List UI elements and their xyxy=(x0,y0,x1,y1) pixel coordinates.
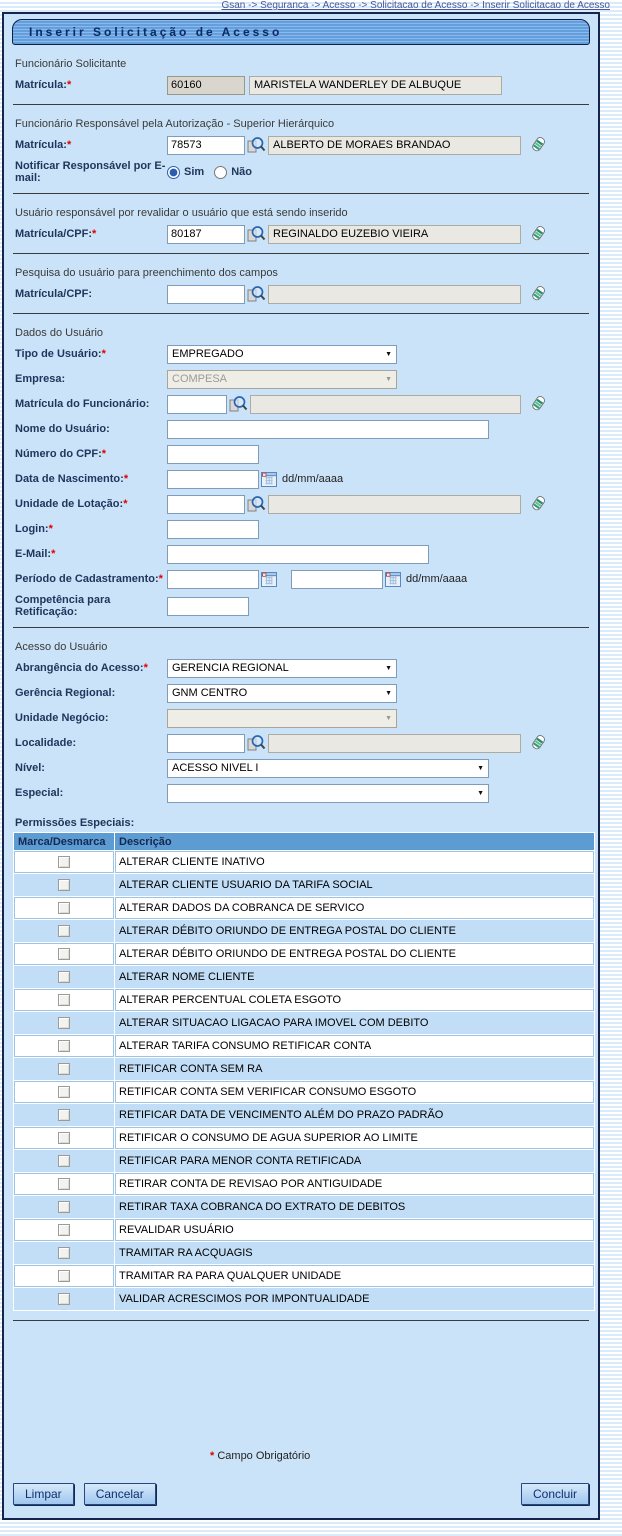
permission-description: ALTERAR DADOS DA COBRANCA DE SERVICO xyxy=(115,897,594,919)
abrangencia-select[interactable]: GERENCIA REGIONAL ▼ xyxy=(167,659,397,678)
sim-label: Sim xyxy=(184,166,205,178)
permission-checkbox[interactable] xyxy=(58,1247,70,1259)
row-nascimento xyxy=(15,469,591,489)
section-divider xyxy=(13,1320,589,1321)
row-revalidador-matricula xyxy=(15,224,591,244)
permission-checkbox[interactable] xyxy=(58,1017,70,1029)
row-gerencia-regional xyxy=(15,683,591,703)
nascimento-input[interactable] xyxy=(167,470,259,489)
calendar-icon[interactable] xyxy=(385,572,401,587)
search-icon[interactable] xyxy=(247,734,266,752)
matricula-pesquisa-label: Matrícula/CPF: xyxy=(15,288,93,300)
permission-checkbox[interactable] xyxy=(58,971,70,983)
row-solicitante-matricula xyxy=(15,75,591,95)
chevron-down-icon: ▼ xyxy=(385,350,392,358)
periodo-label: Período de Cadastramento: xyxy=(15,573,159,585)
nome-solicitante-field: MARISTELA WANDERLEY DE ALBUQUE xyxy=(249,76,502,95)
eraser-icon[interactable] xyxy=(529,285,547,303)
search-icon[interactable] xyxy=(247,495,266,513)
section-divider xyxy=(13,627,589,628)
permission-description: ALTERAR CLIENTE INATIVO xyxy=(115,851,594,873)
row-empresa xyxy=(15,369,591,389)
eraser-icon[interactable] xyxy=(529,495,547,513)
permission-description: RETIFICAR CONTA SEM RA xyxy=(115,1058,594,1080)
required-marker: * xyxy=(66,79,72,91)
permission-checkbox[interactable] xyxy=(58,994,70,1006)
nome-usuario-label: Nome do Usuário: xyxy=(15,423,110,435)
permission-checkbox[interactable] xyxy=(58,856,70,868)
tipo-usuario-label: Tipo de Usuário: xyxy=(15,348,102,360)
permissoes-table xyxy=(13,832,595,1311)
lotacao-nome-field xyxy=(268,495,521,514)
nome-funcionario-field xyxy=(250,395,521,414)
especial-select[interactable] xyxy=(167,784,489,803)
section-divider xyxy=(13,104,589,105)
concluir-button[interactable]: Concluir xyxy=(521,1483,589,1505)
required-marker: * xyxy=(158,573,163,585)
required-marker: * xyxy=(48,523,53,535)
col-header-descricao: Descrição xyxy=(115,833,594,850)
chevron-down-icon: ▼ xyxy=(385,664,392,672)
chevron-down-icon: ▼ xyxy=(385,689,392,697)
lotacao-label: Unidade de Lotação: xyxy=(15,498,124,510)
table-row xyxy=(14,874,594,896)
gerencia-label: Gerência Regional: xyxy=(15,687,116,699)
table-row xyxy=(14,1288,594,1310)
matricula-funcionario-input[interactable] xyxy=(167,395,227,414)
notificar-sim-radio[interactable] xyxy=(167,166,180,179)
required-field-note: * Campo Obrigatório xyxy=(210,1450,311,1462)
permission-checkbox[interactable] xyxy=(58,1155,70,1167)
email-input[interactable] xyxy=(167,545,429,564)
section-heading-pesquisa: Pesquisa do usuário para preenchimento dos campos xyxy=(15,267,278,279)
nome-pesquisa-field xyxy=(268,285,521,304)
permission-checkbox[interactable] xyxy=(58,902,70,914)
periodo-fim-input[interactable] xyxy=(291,570,383,589)
row-tipo-usuario xyxy=(15,344,591,364)
permission-checkbox[interactable] xyxy=(58,1132,70,1144)
date-format-hint: dd/mm/aaaa xyxy=(282,473,344,485)
section-heading-solicitante: Funcionário Solicitante xyxy=(15,58,127,70)
cancelar-button[interactable]: Cancelar xyxy=(84,1483,156,1505)
col-header-marca: Marca/Desmarca xyxy=(14,833,114,850)
breadcrumb[interactable]: Gsan -> Seguranca -> Acesso -> Solicitacao de Acesso -> Inserir Solicitacao de Acesso xyxy=(221,0,610,11)
table-row xyxy=(14,920,594,942)
row-email xyxy=(15,544,591,564)
permission-description: RETIFICAR DATA DE VENCIMENTO ALÉM DO PRAZO PADRÃO xyxy=(115,1104,594,1126)
chevron-down-icon: ▼ xyxy=(385,714,392,722)
permission-checkbox[interactable] xyxy=(58,925,70,937)
table-row xyxy=(14,1127,594,1149)
permission-checkbox[interactable] xyxy=(58,1270,70,1282)
permission-description: ALTERAR CLIENTE USUARIO DA TARIFA SOCIAL xyxy=(115,874,594,896)
section-heading-responsavel: Funcionário Responsável pela Autorização - Superior Hierárquico xyxy=(15,118,335,130)
row-nome-usuario xyxy=(15,419,591,439)
row-abrangencia xyxy=(15,658,591,678)
table-row xyxy=(14,897,594,919)
nivel-select[interactable]: ACESSO NIVEL I ▼ xyxy=(167,759,489,778)
eraser-icon[interactable] xyxy=(529,136,547,154)
permission-description: RETIRAR CONTA DE REVISAO POR ANTIGUIDADE xyxy=(115,1173,594,1195)
matricula-funcionario-label: Matrícula do Funcionário: xyxy=(15,398,150,410)
competencia-label: Competência para Retificação: xyxy=(15,594,111,618)
eraser-icon[interactable] xyxy=(529,734,547,752)
table-row xyxy=(14,1150,594,1172)
row-matricula-funcionario xyxy=(15,394,591,414)
search-icon[interactable] xyxy=(247,285,266,303)
login-label: Login: xyxy=(15,523,49,535)
permission-description: TRAMITAR RA ACQUAGIS xyxy=(115,1242,594,1264)
table-row xyxy=(14,1012,594,1034)
date-format-hint: dd/mm/aaaa xyxy=(406,573,468,585)
table-row xyxy=(14,1219,594,1241)
calendar-icon[interactable] xyxy=(261,572,277,587)
cpf-input[interactable] xyxy=(167,445,259,464)
empresa-label: Empresa: xyxy=(15,373,66,385)
search-icon[interactable] xyxy=(229,395,248,413)
permission-description: VALIDAR ACRESCIMOS POR IMPONTUALIDADE xyxy=(115,1288,594,1310)
matricula-solicitante-input xyxy=(167,76,245,95)
section-divider xyxy=(13,253,589,254)
permission-checkbox[interactable] xyxy=(58,948,70,960)
permission-checkbox[interactable] xyxy=(58,1063,70,1075)
login-input[interactable] xyxy=(167,520,259,539)
required-marker: * xyxy=(92,228,97,240)
competencia-input[interactable] xyxy=(167,597,249,616)
row-nivel xyxy=(15,758,591,778)
lotacao-input[interactable] xyxy=(167,495,245,514)
page-title: Inserir Solicitação de Acesso xyxy=(12,19,590,45)
localidade-label: Localidade: xyxy=(15,737,77,749)
table-row xyxy=(14,851,594,873)
tipo-usuario-select[interactable]: EMPREGADO ▼ xyxy=(167,345,397,364)
empresa-select: COMPESA ▼ xyxy=(167,370,397,389)
gerencia-select[interactable]: GNM CENTRO ▼ xyxy=(167,684,397,703)
nome-responsavel-field: ALBERTO DE MORAES BRANDAO xyxy=(268,136,521,155)
required-marker: * xyxy=(66,139,72,151)
permissoes-heading: Permissões Especiais: xyxy=(15,817,135,829)
matricula-revalidador-input[interactable] xyxy=(167,225,245,244)
row-pesquisa-matricula xyxy=(15,284,591,304)
row-cpf xyxy=(15,444,591,464)
required-marker: * xyxy=(101,448,107,460)
table-row xyxy=(14,1265,594,1287)
required-marker: * xyxy=(51,548,56,560)
permission-description: ALTERAR DÉBITO ORIUNDO DE ENTREGA POSTAL DO CLIENTE xyxy=(115,920,594,942)
eraser-icon[interactable] xyxy=(529,395,547,413)
permission-checkbox[interactable] xyxy=(58,1109,70,1121)
section-divider xyxy=(13,313,589,314)
nome-revalidador-field: REGINALDO EUZEBIO VIEIRA xyxy=(268,225,521,244)
matricula-responsavel-input[interactable] xyxy=(167,136,245,155)
matricula-solicitante-label: Matrícula: xyxy=(15,79,67,91)
table-row xyxy=(14,1058,594,1080)
especial-label: Especial: xyxy=(15,787,64,799)
permission-checkbox[interactable] xyxy=(58,1224,70,1236)
table-row xyxy=(14,966,594,988)
permission-description: RETIFICAR O CONSUMO DE AGUA SUPERIOR AO LIMITE xyxy=(115,1127,594,1149)
permission-checkbox[interactable] xyxy=(58,1293,70,1305)
permission-checkbox[interactable] xyxy=(58,1201,70,1213)
table-row xyxy=(14,1081,594,1103)
permission-checkbox[interactable] xyxy=(58,1086,70,1098)
nome-usuario-input[interactable] xyxy=(167,420,489,439)
permission-checkbox[interactable] xyxy=(58,1178,70,1190)
section-heading-dados: Dados do Usuário xyxy=(15,327,104,339)
permission-description: ALTERAR TARIFA CONSUMO RETIFICAR CONTA xyxy=(115,1035,594,1057)
table-row xyxy=(14,943,594,965)
search-icon[interactable] xyxy=(247,225,266,243)
section-heading-acesso: Acesso do Usuário xyxy=(15,641,108,653)
chevron-down-icon: ▼ xyxy=(385,375,392,383)
matricula-revalidador-label: Matrícula/CPF: xyxy=(15,228,93,240)
periodo-inicio-input[interactable] xyxy=(167,570,259,589)
permission-checkbox[interactable] xyxy=(58,879,70,891)
cpf-label: Número do CPF: xyxy=(15,448,102,460)
unidade-negocio-select xyxy=(167,709,397,728)
abrangencia-label: Abrangência do Acesso: xyxy=(15,662,144,674)
table-row xyxy=(14,989,594,1011)
permission-description: ALTERAR PERCENTUAL COLETA ESGOTO xyxy=(115,989,594,1011)
localidade-input[interactable] xyxy=(167,734,245,753)
table-row xyxy=(14,1104,594,1126)
chevron-down-icon: ▼ xyxy=(477,764,484,772)
email-label: E-Mail: xyxy=(15,548,52,560)
localidade-nome-field xyxy=(268,734,521,753)
main-form-panel xyxy=(2,12,600,1520)
row-localidade xyxy=(15,733,591,753)
permission-description: RETIFICAR CONTA SEM VERIFICAR CONSUMO ESGOTO xyxy=(115,1081,594,1103)
row-login xyxy=(15,519,591,539)
table-row xyxy=(14,1035,594,1057)
notificar-nao-radio[interactable] xyxy=(214,166,227,179)
permission-description: RETIFICAR PARA MENOR CONTA RETIFICADA xyxy=(115,1150,594,1172)
permission-description: ALTERAR SITUACAO LIGACAO PARA IMOVEL COM DEBITO xyxy=(115,1012,594,1034)
action-buttons xyxy=(13,1483,589,1505)
calendar-icon[interactable] xyxy=(261,472,277,487)
chevron-down-icon: ▼ xyxy=(477,789,484,797)
required-marker: * xyxy=(101,348,106,360)
table-row xyxy=(14,1173,594,1195)
matricula-responsavel-label: Matrícula: xyxy=(15,139,67,151)
row-unidade-negocio xyxy=(15,708,591,728)
section-divider xyxy=(13,193,589,194)
unidade-negocio-label: Unidade Negócio: xyxy=(15,712,109,724)
permission-description: REVALIDAR USUÁRIO xyxy=(115,1219,594,1241)
permission-description: RETIRAR TAXA COBRANCA DO EXTRATO DE DEBITOS xyxy=(115,1196,594,1218)
nao-label: Não xyxy=(231,166,252,178)
permission-description: ALTERAR NOME CLIENTE xyxy=(115,966,594,988)
limpar-button[interactable]: Limpar xyxy=(13,1483,74,1505)
nascimento-label: Data de Nascimento: xyxy=(15,473,124,485)
table-row xyxy=(14,1242,594,1264)
row-especial xyxy=(15,783,591,803)
nivel-label: Nível: xyxy=(15,762,45,774)
required-marker: * xyxy=(143,662,148,674)
required-marker: * xyxy=(123,473,129,485)
table-row xyxy=(14,1196,594,1218)
row-competencia xyxy=(15,594,591,618)
permission-description: TRAMITAR RA PARA QUALQUER UNIDADE xyxy=(115,1265,594,1287)
row-notificar-email xyxy=(15,160,591,184)
required-marker: * xyxy=(210,1450,215,1462)
eraser-icon[interactable] xyxy=(529,225,547,243)
notificar-label: Notificar Responsável por E-mail: xyxy=(15,160,166,184)
permission-description: ALTERAR DÉBITO ORIUNDO DE ENTREGA POSTAL DO CLIENTE xyxy=(115,943,594,965)
section-heading-revalidador: Usuário responsável por revalidar o usuário que está sendo inserido xyxy=(15,207,348,219)
matricula-pesquisa-input[interactable] xyxy=(167,285,245,304)
permission-checkbox[interactable] xyxy=(58,1040,70,1052)
row-periodo-cadastramento xyxy=(15,569,591,589)
search-icon[interactable] xyxy=(247,136,266,154)
required-marker: * xyxy=(123,498,128,510)
row-lotacao xyxy=(15,494,591,514)
row-responsavel-matricula xyxy=(15,135,591,155)
